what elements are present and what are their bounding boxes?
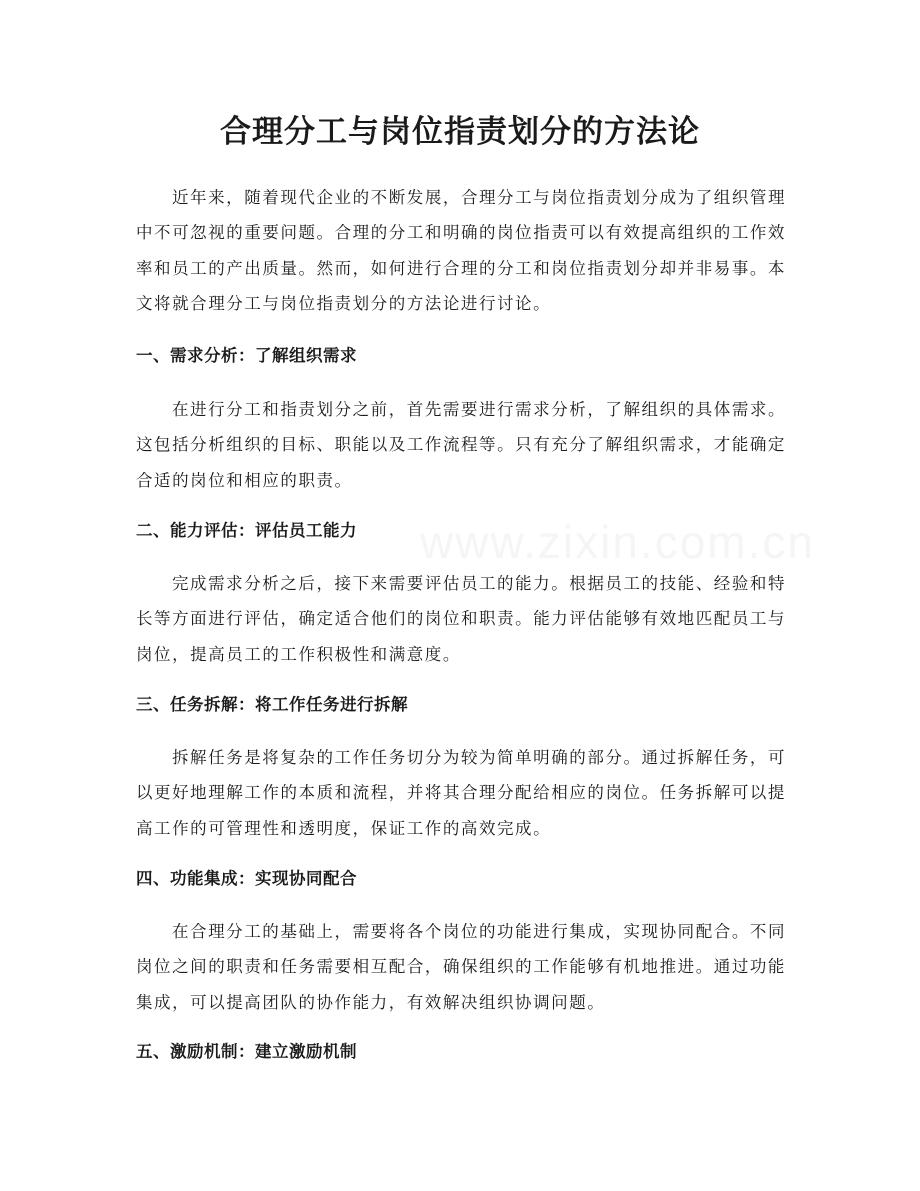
section-body-1: 在进行分工和指责划分之前，首先需要进行需求分析，了解组织的具体需求。这包括分析组织的目标、职能以及工作流程等。只有充分了解组织需求，才能确定合适的岗位和相应的职责。 bbox=[136, 400, 786, 490]
section-body-2: 完成需求分析之后，接下来需要评估员工的能力。根据员工的技能、经验和特长等方面进行评估，确定适合他们的岗位和职责。能力评估能够有效地匹配员工与岗位，提高员工的工作积极性和满意度。 bbox=[136, 574, 786, 664]
watermark: www.zixin.com.cn bbox=[420, 516, 815, 568]
section-heading-2: 二、能力评估：评估员工能力 bbox=[136, 521, 357, 540]
section-body-3: 拆解任务是将复杂的工作任务切分为较为简单明确的部分。通过拆解任务，可以更好地理解工作的本质和流程，并将其合理分配给相应的岗位。任务拆解可以提高工作的可管理性和透明度，保证工作的高效完成。 bbox=[136, 748, 786, 838]
section-heading-3: 三、任务拆解：将工作任务进行拆解 bbox=[136, 695, 408, 714]
document-title: 合理分工与岗位指责划分的方法论 bbox=[220, 114, 700, 150]
section-heading-1: 一、需求分析：了解组织需求 bbox=[136, 346, 357, 365]
intro-paragraph: 近年来，随着现代企业的不断发展，合理分工与岗位指责划分成为了组织管理中不可忽视的重要问题。合理的分工和明确的岗位指责可以有效提高组织的工作效率和员工的产出质量。然而，如何进行合理的分工和岗位指责划分却并非易事。本文将就合理分工与岗位指责划分的方法论进行讨论。 bbox=[136, 188, 786, 313]
section-body-4: 在合理分工的基础上，需要将各个岗位的功能进行集成，实现协同配合。不同岗位之间的职责和任务需要相互配合，确保组织的工作能够有机地推进。通过功能集成，可以提高团队的协作能力，有效解决组织协调问题。 bbox=[136, 922, 786, 1012]
section-heading-5: 五、激励机制：建立激励机制 bbox=[136, 1042, 357, 1061]
section-heading-4: 四、功能集成：实现协同配合 bbox=[136, 869, 357, 888]
